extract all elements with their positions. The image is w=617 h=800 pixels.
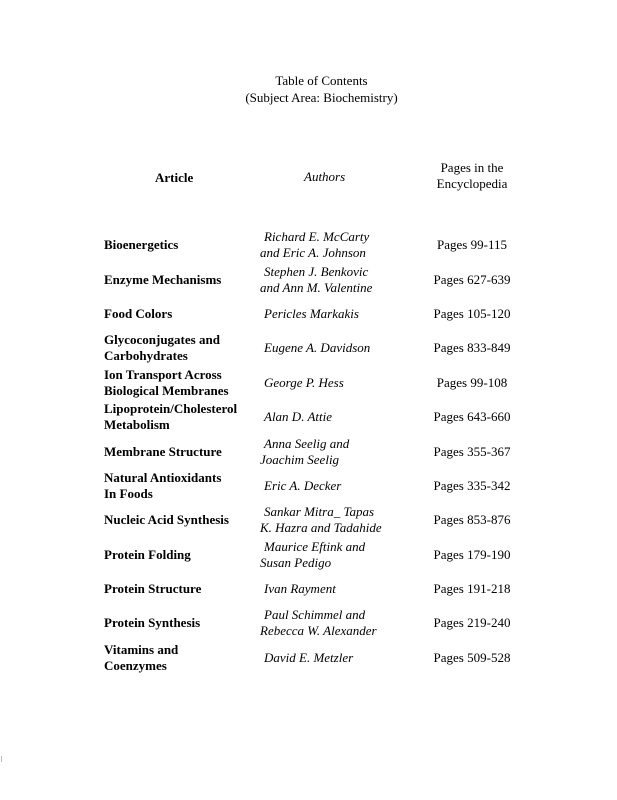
article-title-line: Vitamins and bbox=[104, 641, 179, 657]
author-line: Paul Schimmel and bbox=[264, 607, 366, 623]
author-line: and Eric A. Johnson bbox=[260, 245, 366, 261]
article-authors bbox=[260, 539, 430, 571]
page-range: Pages 643-660 bbox=[433, 409, 511, 425]
page-range: Pages 105-120 bbox=[433, 305, 511, 321]
article-title bbox=[104, 547, 254, 563]
page-range: Pages 853-876 bbox=[433, 512, 511, 528]
page-range: Pages 99-108 bbox=[436, 374, 508, 390]
author-line: David E. Metzler bbox=[264, 649, 354, 665]
author-line: Rebecca W. Alexander bbox=[260, 623, 377, 639]
article-authors bbox=[260, 306, 430, 322]
column-header-pages-line-1: Pages in the bbox=[440, 160, 504, 175]
author-line: Eugene A. Davidson bbox=[264, 340, 371, 356]
author-line: Joachim Seelig bbox=[260, 451, 340, 467]
page-range: Pages 179-190 bbox=[433, 546, 511, 562]
column-header-pages bbox=[420, 160, 524, 192]
article-title-line: Lipoprotein/Cholesterol bbox=[104, 401, 238, 417]
article-title-line: Bioenergetics bbox=[104, 237, 179, 253]
table-row bbox=[0, 469, 617, 503]
table-row bbox=[0, 503, 617, 537]
article-title-line: Enzyme Mechanisms bbox=[104, 271, 222, 287]
column-header-pages-line-2: Encyclopedia bbox=[436, 176, 508, 191]
author-line: K. Hazra and Tadahide bbox=[260, 520, 382, 536]
page-range: Pages 627-639 bbox=[433, 271, 511, 287]
table-row bbox=[0, 400, 617, 434]
author-line: Pericles Markakis bbox=[264, 305, 359, 321]
article-title-line: In Foods bbox=[104, 485, 153, 501]
article-title bbox=[104, 444, 254, 460]
article-title-line: Food Colors bbox=[104, 305, 173, 321]
table-row bbox=[0, 331, 617, 365]
title-line-1: Table of Contents bbox=[275, 73, 368, 88]
author-line: Alan D. Attie bbox=[264, 409, 333, 425]
article-title bbox=[104, 581, 254, 597]
author-line: and Ann M. Valentine bbox=[260, 279, 373, 295]
title-line-2: (Subject Area: Biochemistry) bbox=[245, 90, 398, 105]
article-title bbox=[104, 237, 254, 253]
column-header-authors: Authors bbox=[304, 169, 346, 184]
contents-table bbox=[0, 228, 617, 675]
article-title bbox=[104, 401, 254, 433]
table-row bbox=[0, 538, 617, 572]
article-title bbox=[104, 272, 254, 288]
article-title bbox=[104, 332, 254, 364]
table-row bbox=[0, 366, 617, 400]
author-line: Susan Pedigo bbox=[260, 554, 332, 570]
page-range: Pages 219-240 bbox=[433, 615, 511, 631]
page-range: Pages 99-115 bbox=[437, 237, 507, 253]
article-authors bbox=[260, 478, 430, 494]
article-title bbox=[104, 367, 254, 399]
article-title-line: Glycoconjugates and bbox=[104, 332, 220, 348]
table-row bbox=[0, 641, 617, 675]
table-row bbox=[0, 228, 617, 262]
article-authors bbox=[260, 436, 430, 468]
table-row bbox=[0, 434, 617, 468]
article-title-line: Protein Folding bbox=[104, 546, 191, 562]
article-title-line: Metabolism bbox=[104, 417, 170, 433]
article-title-line: Protein Synthesis bbox=[104, 615, 201, 631]
article-authors bbox=[260, 607, 430, 639]
article-authors bbox=[260, 409, 430, 425]
article-title bbox=[104, 306, 254, 322]
author-line: Anna Seelig and bbox=[264, 435, 350, 451]
author-line: George P. Hess bbox=[264, 374, 344, 390]
article-authors bbox=[260, 504, 430, 536]
article-title bbox=[104, 642, 254, 674]
page-range: Pages 355-367 bbox=[433, 443, 511, 459]
author-line: Sankar Mitra_ Tapas bbox=[264, 504, 375, 520]
article-authors bbox=[260, 375, 430, 391]
author-line: Maurice Eftink and bbox=[264, 538, 366, 554]
author-line: Stephen J. Benkovic bbox=[264, 263, 369, 279]
article-authors bbox=[260, 264, 430, 296]
column-header-article: Article bbox=[155, 170, 194, 185]
page-range: Pages 191-218 bbox=[433, 581, 511, 597]
article-authors bbox=[260, 581, 430, 597]
table-row bbox=[0, 297, 617, 331]
page-edge-mark bbox=[1, 756, 2, 762]
table-row bbox=[0, 606, 617, 640]
article-title bbox=[104, 615, 254, 631]
article-title-line: Nucleic Acid Synthesis bbox=[104, 512, 229, 528]
article-title-line: Coenzymes bbox=[104, 657, 167, 673]
article-title-line: Membrane Structure bbox=[104, 443, 222, 459]
article-authors bbox=[260, 340, 430, 356]
table-row bbox=[0, 262, 617, 296]
page-range: Pages 509-528 bbox=[433, 649, 511, 665]
article-title bbox=[104, 512, 254, 528]
table-row bbox=[0, 572, 617, 606]
article-title-line: Biological Membranes bbox=[104, 382, 229, 398]
author-line: Richard E. McCarty bbox=[264, 229, 370, 245]
article-title-line: Ion Transport Across bbox=[104, 366, 222, 382]
article-title-line: Natural Antioxidants bbox=[104, 469, 222, 485]
page-range: Pages 335-342 bbox=[433, 477, 511, 493]
article-title bbox=[104, 470, 254, 502]
author-line: Eric A. Decker bbox=[264, 477, 342, 493]
page-title bbox=[0, 72, 617, 106]
article-authors bbox=[260, 229, 430, 261]
article-authors bbox=[260, 650, 430, 666]
article-title-line: Protein Structure bbox=[104, 581, 202, 597]
author-line: Ivan Rayment bbox=[264, 581, 336, 597]
article-title-line: Carbohydrates bbox=[104, 348, 188, 364]
page-range: Pages 833-849 bbox=[433, 340, 511, 356]
